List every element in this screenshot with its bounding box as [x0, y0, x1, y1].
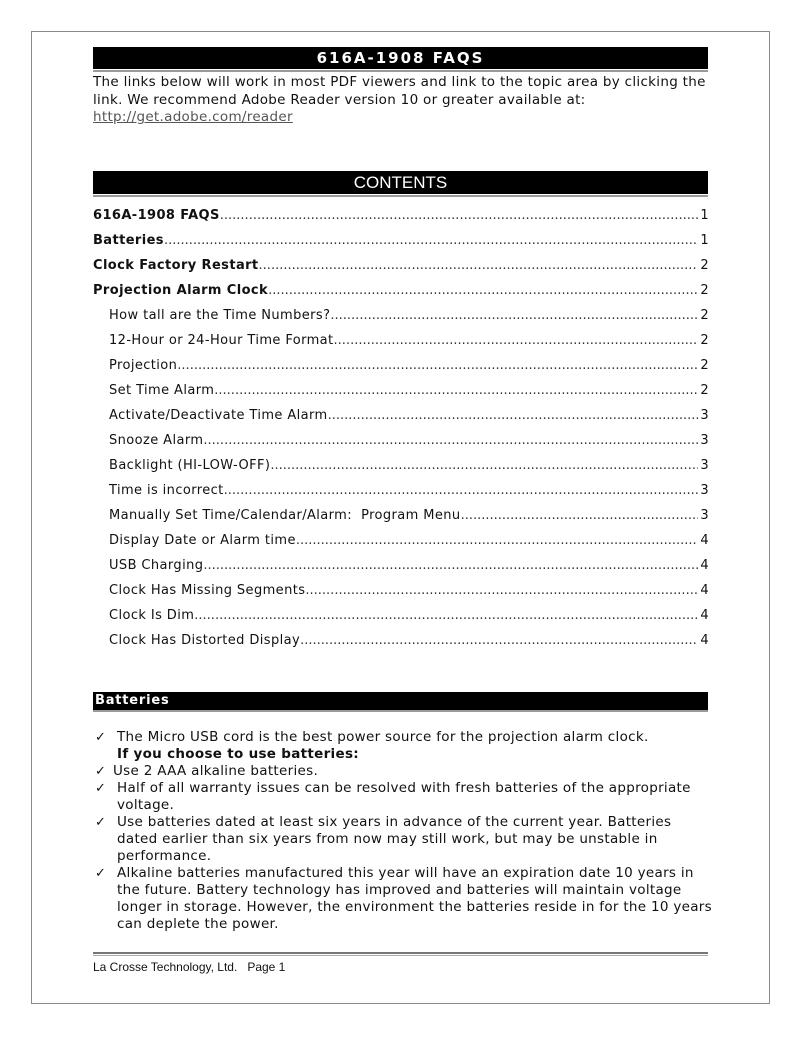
batteries-heading: Batteries: [93, 692, 708, 710]
list-item: ✓ Alkaline batteries manufactured this year will have an expiration date 10 years in the future. Battery technology has improved and batteries will maintain voltage longer in storage. However, the environment the batteries reside in for the 10 years can deplete the power.: [95, 865, 712, 932]
toc-entry[interactable]: Activate/Deactivate Time Alarm ..... 3: [93, 408, 709, 433]
footer-rule: [93, 952, 708, 956]
checkmark-icon: ✓: [95, 781, 107, 796]
list-item-subheading: If you choose to use batteries:: [117, 746, 359, 762]
toc-entry[interactable]: USB Charging ..... 4: [93, 558, 709, 583]
checkmark-icon: ✓: [95, 764, 107, 779]
list-item: ✓ The Micro USB cord is the best power source for the projection alarm clock.: [95, 729, 649, 745]
toc-entry[interactable]: 616A-1908 FAQS ..... 1: [93, 208, 709, 233]
adobe-reader-link[interactable]: http://get.adobe.com/reader: [93, 109, 293, 125]
page-footer: La Crosse Technology, Ltd. Page 1: [93, 960, 286, 974]
toc-entry[interactable]: 12-Hour or 24-Hour Time Format ..... 2: [93, 333, 709, 358]
toc-entry[interactable]: Projection Alarm Clock ..... 2: [93, 283, 709, 308]
toc-entry[interactable]: Clock Factory Restart ..... 2: [93, 258, 709, 283]
title-underline: [93, 70, 708, 72]
toc-entry[interactable]: Manually Set Time/Calendar/Alarm: Program Menu ..... 3: [93, 508, 709, 533]
toc-entry[interactable]: Time is incorrect ..... 3: [93, 483, 709, 508]
checkmark-icon: ✓: [95, 815, 107, 830]
toc-entry[interactable]: How tall are the Time Numbers? ..... 2: [93, 308, 709, 333]
list-item: ✓ Use batteries dated at least six years in advance of the current year. Batteries dated earlier than six years from now may still work, but may be unstable in performance.: [95, 814, 672, 864]
table-of-contents: [93, 208, 709, 658]
list-item: ✓ Half of all warranty issues can be resolved with fresh batteries of the appropriate voltage.: [95, 780, 691, 813]
toc-entry[interactable]: Batteries ..... 1: [93, 233, 709, 258]
toc-entry[interactable]: Display Date or Alarm time ..... 4: [93, 533, 709, 558]
list-item: ✓ Use 2 AAA alkaline batteries.: [95, 763, 319, 779]
toc-entry[interactable]: Set Time Alarm ..... 2: [93, 383, 709, 408]
toc-entry[interactable]: Snooze Alarm ..... 3: [93, 433, 709, 458]
toc-entry[interactable]: Projection ..... 2: [93, 358, 709, 383]
toc-entry[interactable]: Clock Has Missing Segments ..... 4: [93, 583, 709, 608]
batteries-underline: [93, 710, 708, 712]
checkmark-icon: ✓: [95, 866, 107, 881]
contents-underline: [93, 195, 708, 197]
intro-text: The links below will work in most PDF viewers and link to the topic area by clicking the link. We recommend Adobe Reader version 10 or greater available at:: [93, 74, 706, 108]
document-title: 616A-1908 FAQS: [93, 47, 708, 69]
toc-entry[interactable]: Backlight (HI-LOW-OFF) ..... 3: [93, 458, 709, 483]
toc-entry[interactable]: Clock Is Dim ..... 4: [93, 608, 709, 633]
contents-heading: CONTENTS: [93, 171, 708, 194]
checkmark-icon: ✓: [95, 730, 107, 745]
intro-paragraph: [93, 74, 713, 127]
batteries-list: [93, 729, 713, 933]
toc-entry[interactable]: Clock Has Distorted Display ..... 4: [93, 633, 709, 658]
